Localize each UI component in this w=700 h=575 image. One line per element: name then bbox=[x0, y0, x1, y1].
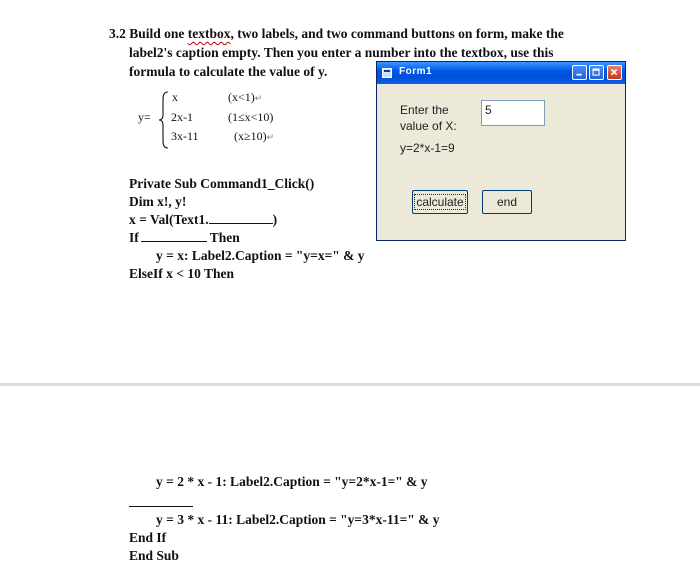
title-bar[interactable] bbox=[377, 62, 625, 84]
calculate-label: calculate bbox=[416, 195, 464, 209]
code-line: y = 3 * x - 11: Label2.Caption = "y=3*x-11=" & y bbox=[156, 512, 440, 527]
window-title: Form1 bbox=[399, 66, 433, 77]
label2: y=2*x-1=9 bbox=[400, 141, 455, 155]
textbox-word: textbox bbox=[460, 45, 504, 60]
code-line: y = 2 * x - 1: Label2.Caption = "y=2*x-1=" & y bbox=[156, 474, 428, 489]
answer-blank bbox=[141, 231, 207, 242]
code-line: x = Val(Text1. ) bbox=[129, 212, 278, 227]
maximize-icon bbox=[590, 66, 603, 79]
close-icon bbox=[608, 66, 621, 79]
formula-lhs: y= bbox=[138, 110, 151, 124]
form-window bbox=[376, 61, 626, 241]
end-button[interactable]: end bbox=[482, 190, 532, 214]
question-text: Build one bbox=[129, 26, 188, 41]
question-text: label2's caption empty. Then you enter a number into the bbox=[129, 45, 461, 60]
code-line: ElseIf x < 10 Then bbox=[129, 266, 234, 281]
case-expr: x bbox=[172, 90, 178, 104]
question-text: , two labels, and two command buttons on form, make the bbox=[230, 26, 564, 41]
page-separator bbox=[0, 383, 700, 386]
question-line-1 bbox=[109, 26, 564, 42]
maximize-button[interactable] bbox=[589, 65, 604, 80]
code-line: Private Sub Command1_Click() bbox=[129, 176, 315, 191]
close-button[interactable] bbox=[607, 65, 622, 80]
question-text: , use this bbox=[503, 45, 554, 60]
case-expr: 3x-11 bbox=[171, 129, 199, 143]
code-line: If Then bbox=[129, 230, 240, 245]
question-line-2 bbox=[129, 45, 554, 61]
case-condition: (x≥10)↵ bbox=[234, 129, 275, 143]
form-icon bbox=[382, 68, 392, 78]
code-line: y = x: Label2.Caption = "y=x=" & y bbox=[156, 248, 365, 263]
textbox-word: textbox bbox=[187, 26, 231, 41]
question-number: 3.2 bbox=[109, 26, 126, 41]
label1: Enter the value of X: bbox=[400, 103, 457, 133]
text1-input[interactable]: 5 bbox=[481, 100, 545, 126]
calculate-button[interactable] bbox=[412, 190, 468, 214]
formula-brace bbox=[158, 91, 170, 149]
minimize-icon bbox=[573, 66, 586, 79]
answer-blank bbox=[209, 213, 273, 224]
code-line: Dim x!, y! bbox=[129, 194, 187, 209]
code-line: End Sub bbox=[129, 548, 179, 563]
case-expr: 2x-1 bbox=[171, 110, 193, 124]
case-condition: (x<1)↵ bbox=[228, 90, 263, 104]
minimize-button[interactable] bbox=[572, 65, 587, 80]
case-condition: (1≤x<10) bbox=[228, 110, 274, 124]
code-line: End If bbox=[129, 530, 167, 545]
answer-blank bbox=[129, 506, 193, 507]
question-line-3: formula to calculate the value of y. bbox=[129, 64, 328, 79]
